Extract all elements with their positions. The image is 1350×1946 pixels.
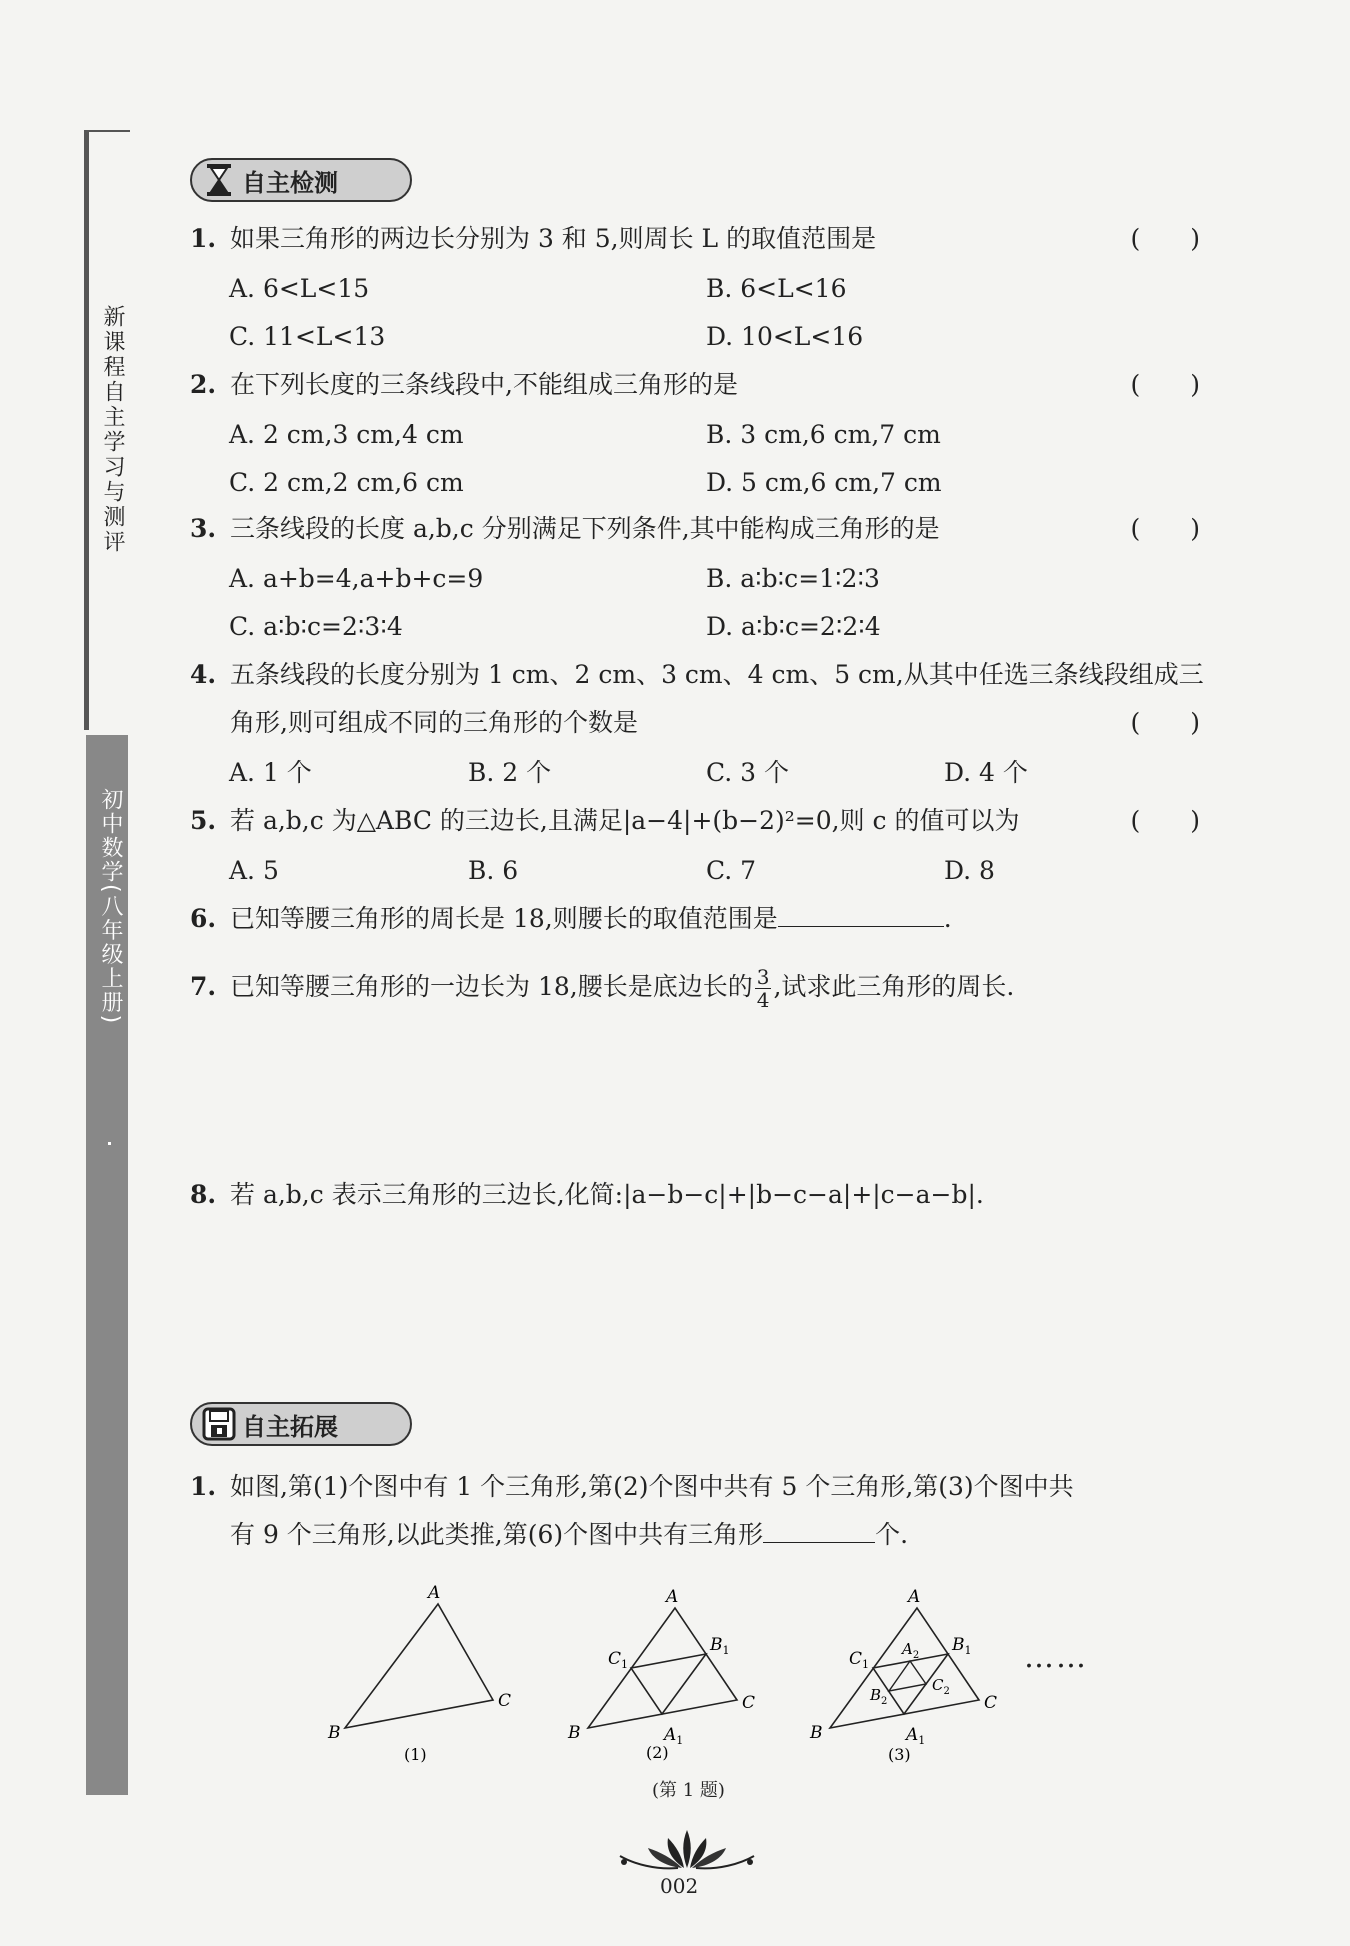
option-b: B. 6<L<16 xyxy=(706,274,847,303)
answer-blank[interactable] xyxy=(763,1518,875,1543)
label-B: B xyxy=(328,1723,341,1743)
option-b: B. 2 个 xyxy=(468,758,552,787)
option-d: D. 8 xyxy=(944,856,995,885)
label-A1: $A_1$ xyxy=(664,1725,684,1747)
label-B1: $B_1$ xyxy=(952,1635,972,1657)
sidebar-book-subtitle: 初中数学(八年级上册) xyxy=(98,788,123,1026)
answer-paren: ( ) xyxy=(1130,514,1200,543)
label-A: A xyxy=(908,1587,921,1607)
triangle-figure-2 xyxy=(567,1587,755,1747)
label-A: A xyxy=(428,1583,441,1603)
fraction: $\frac{3}{4}$ xyxy=(756,965,770,1012)
question-stem: 如果三角形的两边长分别为 3 和 5,则周长 L 的取值范围是 xyxy=(230,224,877,253)
question-stem: 三条线段的长度 a,b,c 分别满足下列条件,其中能构成三角形的是 xyxy=(230,514,940,543)
question-stem: 若 a,b,c 为△ABC 的三边长,且满足|a−4|+(b−2)²=0,则 c 的值可以为 xyxy=(230,806,1020,835)
caption-2: (2) xyxy=(646,1743,669,1762)
figure-title: (第 1 题) xyxy=(652,1780,725,1801)
question-8: 8. 若 a,b,c 表示三角形的三边长,化简:|a−b−c|+|b−c−a|+|c−a−b|. xyxy=(190,1180,984,1209)
disk-icon xyxy=(202,1407,236,1441)
question-4-cont xyxy=(190,706,1200,740)
question-stem: 有 9 个三角形,以此类推,第(6)个图中共有三角形 xyxy=(230,1520,764,1549)
label-A1: $A_1$ xyxy=(906,1725,926,1747)
label-C: C xyxy=(742,1693,756,1713)
question-6: 6. 已知等腰三角形的周长是 18,则腰长的取值范围是 . xyxy=(190,904,952,933)
sidebar-dot xyxy=(108,1142,111,1145)
triangle-figure-3 xyxy=(809,1587,997,1747)
section-title: 自主检测 xyxy=(242,168,338,197)
answer-paren: ( ) xyxy=(1130,806,1200,835)
option-a: A. 2 cm,3 cm,4 cm xyxy=(229,420,464,449)
option-a: A. 5 xyxy=(229,856,279,885)
option-a: A. 1 个 xyxy=(229,758,312,787)
leaf-ornament-icon xyxy=(612,1824,762,1874)
question-stem: 已知等腰三角形的周长是 18,则腰长的取值范围是 xyxy=(230,904,778,933)
label-C: C xyxy=(984,1693,998,1713)
label-C: C xyxy=(498,1691,512,1711)
answer-paren: ( ) xyxy=(1130,708,1200,737)
question-3: 3. 三条线段的长度 a,b,c 分别满足下列条件,其中能构成三角形的是 ( ) xyxy=(190,512,1200,546)
question-stem: 在下列长度的三条线段中,不能组成三角形的是 xyxy=(230,370,738,399)
label-B: B xyxy=(568,1723,581,1743)
label-A2: $A_2$ xyxy=(902,1640,920,1661)
triangle-figure-1 xyxy=(327,1583,511,1743)
section-header-self-test xyxy=(190,158,412,202)
option-d: D. 5 cm,6 cm,7 cm xyxy=(706,468,942,497)
ellipsis: …… xyxy=(1024,1640,1088,1675)
question-stem: 五条线段的长度分别为 1 cm、2 cm、3 cm、4 cm、5 cm,从其中任选三条线段组成三 xyxy=(230,660,1204,689)
question-1: 1. 如果三角形的两边长分别为 3 和 5,则周长 L 的取值范围是 ( ) xyxy=(190,222,1200,256)
question-5: 5. 若 a,b,c 为△ABC 的三边长,且满足|a−4|+(b−2)²=0,则 c 的值可以为 ( ) xyxy=(190,804,1200,838)
option-d: D. 10<L<16 xyxy=(706,322,864,351)
option-d: D. 4 个 xyxy=(944,758,1028,787)
label-B2: $B_2$ xyxy=(870,1686,888,1707)
sidebar-book-title: 新课程自主学习与测评 xyxy=(100,305,125,555)
label-B: B xyxy=(810,1723,823,1743)
label-A: A xyxy=(666,1587,679,1607)
option-c: C. 7 xyxy=(706,856,757,885)
option-a: A. 6<L<15 xyxy=(229,274,370,303)
label-B1: $B_1$ xyxy=(710,1635,730,1657)
hourglass-icon xyxy=(202,163,236,197)
option-d: D. a∶b∶c=2∶2∶4 xyxy=(706,612,881,641)
caption-1: (1) xyxy=(404,1745,427,1764)
question-stem: 如图,第(1)个图中有 1 个三角形,第(2)个图中共有 5 个三角形,第(3)个图中共 xyxy=(230,1472,1074,1501)
question-4: 4. 五条线段的长度分别为 1 cm、2 cm、3 cm、4 cm、5 cm,从其中任选三条线段组成三 xyxy=(190,660,1204,689)
option-b: B. 6 xyxy=(468,856,519,885)
question-stem: 角形,则可组成不同的三角形的个数是 xyxy=(230,708,638,737)
sidebar-rule xyxy=(88,130,130,132)
page-number: 002 xyxy=(660,1874,699,1898)
answer-paren: ( ) xyxy=(1130,370,1200,399)
option-b: B. a∶b∶c=1∶2∶3 xyxy=(706,564,880,593)
question-stem-end: ,试求此三角形的周长. xyxy=(773,972,1015,1001)
option-c: C. 3 个 xyxy=(706,758,789,787)
sidebar-bar-top xyxy=(84,130,89,730)
option-c: C. 2 cm,2 cm,6 cm xyxy=(229,468,464,497)
answer-paren: ( ) xyxy=(1130,224,1200,253)
extension-question-1-cont: 有 9 个三角形,以此类推,第(6)个图中共有三角形 个. xyxy=(230,1520,909,1549)
label-C1: $C_1$ xyxy=(608,1649,629,1671)
option-c: C. 11<L<13 xyxy=(229,322,386,351)
question-2: 2. 在下列长度的三条线段中,不能组成三角形的是 ( ) xyxy=(190,368,1200,402)
triangle-figure xyxy=(300,1580,1080,1780)
answer-blank[interactable] xyxy=(778,902,944,927)
option-a: A. a+b=4,a+b+c=9 xyxy=(229,564,484,593)
section-header-extension xyxy=(190,1402,412,1446)
extension-question-1: 1. 如图,第(1)个图中有 1 个三角形,第(2)个图中共有 5 个三角形,第(3)个图中共 xyxy=(190,1472,1074,1501)
caption-3: (3) xyxy=(888,1745,911,1764)
question-stem: 已知等腰三角形的一边长为 18,腰长是底边长的 xyxy=(230,972,753,1001)
section-title: 自主拓展 xyxy=(242,1412,338,1441)
option-b: B. 3 cm,6 cm,7 cm xyxy=(706,420,941,449)
question-stem: 若 a,b,c 表示三角形的三边长,化简:|a−b−c|+|b−c−a|+|c−a−b|. xyxy=(230,1180,984,1209)
question-7: 7. 已知等腰三角形的一边长为 18,腰长是底边长的 $\frac{3}{4}$ ,试求此三角形的周长. xyxy=(190,965,1015,1012)
label-C2: $C_2$ xyxy=(932,1676,950,1697)
option-c: C. a∶b∶c=2∶3∶4 xyxy=(229,612,403,641)
label-C1: $C_1$ xyxy=(849,1649,870,1671)
